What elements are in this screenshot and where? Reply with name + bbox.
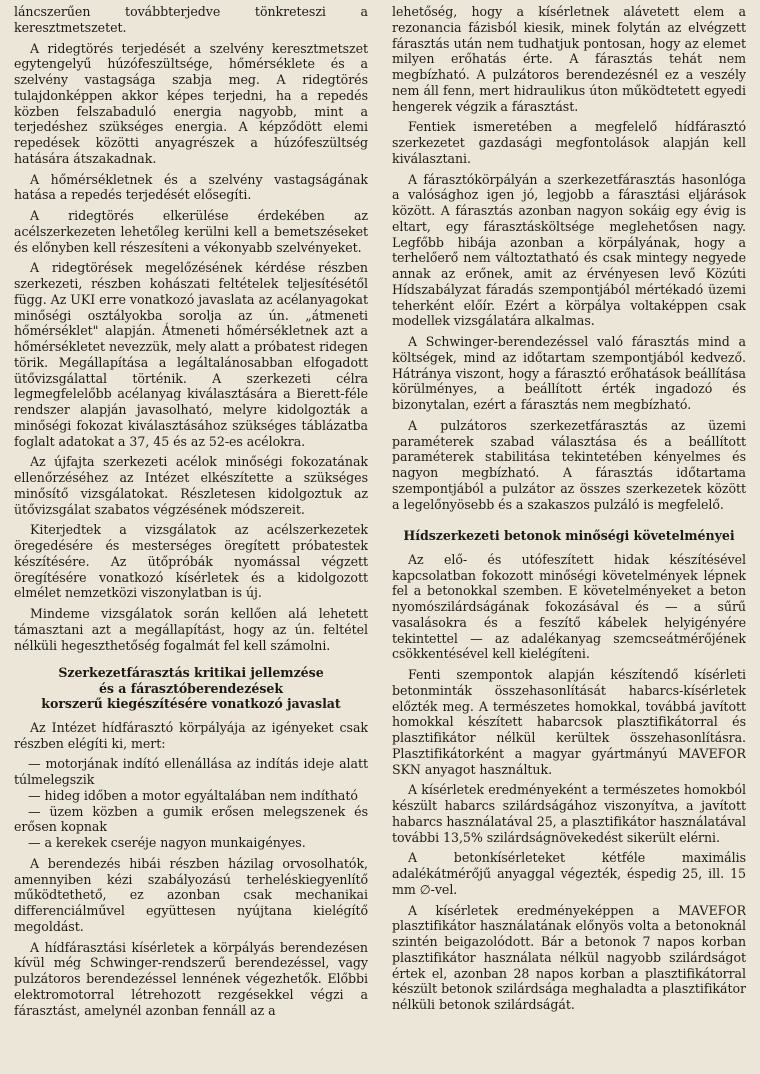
- paragraph: Az újfajta szerkezeti acélok minőségi fokozatának ellenőrzéséhez az Intézet elkészítette a szükséges minősítő vizsgálatokat. Részletesen kidolgoztuk az ütővizsgálat szabatos végzésének módszereit.: [14, 454, 368, 517]
- paragraph: A hídfárasztási kísérletek a körpályás berendezésen kívül még Schwinger-rendszerű berendezéssel, vagy pulzátoros berendezéssel lennének végezhetők. Előbbi elektromotorral létrehozott rezgésekkel végzi a fárasztást, amelynél azonban fennáll az a: [14, 939, 368, 1018]
- list-item: — a kerekek cseréje nagyon munkaigényes.: [28, 835, 306, 850]
- heading-line: Szerkezetfárasztás kritikai jellemzése: [58, 665, 324, 681]
- left-column: [14, 4, 368, 1074]
- paragraph: A ridegtörések megelőzésének kérdése részben szerkezeti, részben kohászati feltételek teljesítésétől függ. Az UKI erre vonatkozó javaslata az acélanyagokat minőségi osztályokba sorolja az ún. „átmeneti hőmérséklet" alapján. Átmeneti hőmérsékletnek azt a hőmérsékletet nevezzük, mely alatt a próbatest ridegen törik. Megállapítása a legáltalánosabban elfogadott ütővizsgálattal történik. A szerkezeti célra legmegfelelőbb acélanyag kiválasztására a Bierett-féle rendszer alapján javasolható, melyre kidolgozták a minőségi fokozat kiválasztásához szükséges táblázatba foglalt adatokat a 37, 45 és az 52-es acélokra.: [14, 260, 368, 449]
- paragraph: Az Intézet hídfárasztó körpályája az igényeket csak részben elégíti ki, mert:: [14, 719, 368, 751]
- paragraph: Kiterjedtek a vizsgálatok az acélszerkezetek öregedésére és mesterséges öregített próbatestek készítésére. Az ütőpróbák nyomással végzett öregítésére vonatkozó kísérletek és a kidolgozott elmélet nemzetközi viszonylatban is új.: [14, 522, 368, 601]
- paragraph: lehetőség, hogy a kísérletnek alávetett elem a rezonancia fázisból kiesik, minek folytán az elvégzett fárasztás után nem tudhatjuk pontosan, hogy az elemet milyen erőhatás érte. A fárasztás tehát nem megbízható. A pulzátoros berendezésnél ez a veszély nem áll fenn, mert hidraulikus úton működtetett egyedi hengerek végzik a fárasztást.: [392, 4, 746, 114]
- paragraph: A Schwinger-berendezéssel való fárasztás mind a költségek, mind az időtartam szempontjából kedvező. Hátránya viszont, hogy a fárasztó erőhatások beállítása körülményes, a beállított érték ingadozó és bizonytalan, ezért a fárasztás nem megbízható.: [392, 334, 746, 412]
- paragraph: A hőmérsékletnek és a szelvény vastagságának hatása a repedés terjedését elősegíti.: [14, 171, 368, 203]
- list-item: — hideg időben a motor egyáltalában nem indítható: [28, 787, 358, 803]
- paragraph: A fárasztókörpályán a szerkezetfárasztás hasonlóga a valósághoz igen jó, legjobb a fárasztási eljárások között. A fárasztás azonban nagyon sokáig egy évig is eltart, egy fárasztásköltsége meglehetősen nagy. Legfőbb hibája azonban a körpályának, hogy a terhelőerő nem változtatható és csak mintegy negyede annak az erőnek, amit az érvényesen levő Közúti Hídszabályzat fáradás szempontjából mértékadó üzemi teherként előír. Ezért a körpálya voltaképpen csak modellek vizsgálatára alkalmas.: [392, 171, 746, 329]
- paragraph: Az elő- és utófeszített hidak készítésével kapcsolatban fokozott minőségi követelmények lépnek fel a betonokkal szemben. E követelményeket a beton nyomószilárdságának fokozásával és — a sűrű vasalásokra és a feszítő kábelek helyigényére tekintettel — az adalékanyag szemcseátmérőjének csökkentésével kell kielégíteni.: [392, 551, 746, 662]
- heading-line: korszerű kiegészítésére vonatkozó javaslat: [41, 696, 341, 712]
- paragraph: Fenti szempontok alapján készítendő kísérleti betonminták összehasonlítását habarcs-kísérletek előzték meg. A természetes homokkal, továbbá javított homokkal készített habarcsok plasztifikátorral és plasztifikátor nélkül kerültek összehasonlításra. Plasztifikátorként a magyar gyártmányú MAVEFOR SKN anyagot használtuk.: [392, 667, 746, 777]
- heading-line: és a fárasztóberendezések: [98, 680, 284, 696]
- paragraph: A betonkísérleteket kétféle maximális adalékátmérőjű anyaggal végezték, éspedig 25, ill. 15 mm ∅-vel.: [392, 850, 746, 897]
- paragraph: A ridegtörés terjedését a szelvény keresztmetszet egytengelyű húzófeszültsége, hőmérséklete és a szelvény vastagsága szabja meg. A ridegtörés tulajdonképpen akkor képes terjedni, ha a repedés közben felszabaduló energia nagyobb, mint a terjedéshez szükséges energia. A képződött elemi repedések közötti anyagrészek a húzófeszültség hatására átszakadnak.: [14, 40, 368, 166]
- section-heading: Hídszerkezeti betonok minőségi követelményei: [403, 528, 735, 544]
- list-item: — motorjának indító ellenállása az indítás ideje alatt túlmelegszik: [14, 756, 368, 787]
- paragraph: A ridegtörés elkerülése érdekében az acélszerkezeten lehetőleg kerülni kell a bemetszéseket és előnyben kell részesíteni a vékonyabb szelvényeket.: [14, 208, 368, 255]
- paragraph: A kísérletek eredményeként a természetes homokból készült habarcs szilárdságához viszonyítva, a javított habarcs használatával 25, a plasztifikátor használatával további 13,5% szilárdságnövekedést sikerült elérni.: [392, 782, 746, 845]
- section-heading: [14, 665, 368, 712]
- paragraph: láncszerűen továbbterjedve tönkreteszi a keresztmetszetet.: [14, 4, 368, 35]
- list-item: — üzem közben a gumik erősen melegszenek és erősen kopnak: [14, 803, 368, 835]
- paragraph: A berendezés hibái részben házilag orvosolhatók, amennyiben kézi szabályozású terheléskiegyenlítő működtethető, ez azonban csak mechanikai differenciálművel együttesen nyújtana kielégítő megoldást.: [14, 855, 368, 934]
- right-column: [392, 4, 746, 1074]
- paragraph: Mindeme vizsgálatok során kellően alá lehetett támasztani azt a megállapítást, hogy az ún. feltétel nélküli hegeszthetőség fogalmát fel kell számolni.: [14, 606, 368, 653]
- paragraph: A kísérletek eredményeképpen a MAVEFOR plasztifikátor használatának előnyös volta a betonoknál szintén beigazolódott. Bár a betonok 7 napos korban plasztifikátor használata nélkül nagyobb szilárdságot értek el, azonban 28 napos korban a plasztifikátorral készült betonok szilárdsága meghaladta a plasztifikátor nélküli betonok szilárdságát.: [392, 902, 746, 1012]
- paragraph: A pulzátoros szerkezetfárasztás az üzemi paraméterek szabad választása és a beállított paraméterek stabilitása tekintetében kényelmes és nagyon megbízható. A fárasztás időtartama szempontjából a pulzátor az összes szerkezetek között a legelőnyösebb és a szakaszos pulzáló is megfelelő.: [392, 417, 746, 512]
- paragraph: Fentiek ismeretében a megfelelő hídfárasztó szerkezetet gazdasági megfontolások alapján kell kiválasztani.: [392, 119, 746, 166]
